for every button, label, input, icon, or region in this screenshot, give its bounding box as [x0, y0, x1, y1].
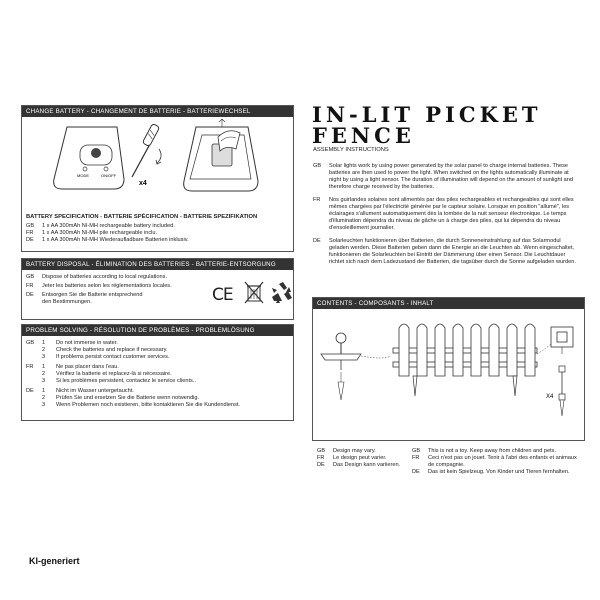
assembly-subtitle: ASSEMBLY INSTRUCTIONS [313, 147, 389, 153]
solar-panel-icon [551, 327, 573, 354]
disposal-row: GB Dispose of batteries according to local regulations. [26, 274, 167, 280]
note-row: DE Das ist kein Spielzeug. Von Kinder und Tieren fernhalten. [412, 469, 570, 475]
title-line-1: IN-LIT PICKET [312, 102, 542, 127]
solar-lamp-icon [321, 333, 361, 400]
description-paragraph: DE Solarleuchten funktionieren über Batterien, die durch Sonneneinstrahlung auf das Solarmodul geladen werden. Diese Batterien geben dann die Energie an die Leuchten ab. Wenn eingeschaltet, funktionieren die Solarleuchten bei Eintritt der Dämmerung über einen Sensor. Die Leuchtdauer richtet sich nach dem Ladezustand der Batterien, die tagsüber durch die Sonne aufgeladen wurden. [313, 238, 576, 265]
note-row: GB Design may vary. [317, 448, 376, 454]
description-paragraph: GB Solar lights work by using power generated by the solar panel to charge internal batteries. These batteries are then used to power the light. When switched on the lights automatically illuminate at night by using a light sensor. The duration of illumination will depend on the amount of sunlight and therefore charge received by the batteries. [313, 163, 574, 190]
ce-mark-icon: CE [212, 285, 233, 305]
screwdriver-icon [132, 123, 161, 177]
note-row: DE Das Design kann variieren. [317, 462, 401, 468]
mode-label: MODE [77, 173, 89, 178]
note-row: FR Ceci n'est pas un jouet. Tenir à l'abri des enfants et animaux de compagnie. [412, 455, 577, 468]
crossed-bin-icon [244, 281, 264, 305]
problem-row: DE 1 Nicht im Wasser untergetaucht. [26, 388, 134, 394]
problem-solving-header: PROBLEM SOLVING - RÉSOLUTION DE PROBLÈMES - PROBLEMLÖSUNG [22, 325, 293, 336]
note-row: FR Le design peut varier. [317, 455, 387, 461]
problem-row: 2 Prüfen Sie und ersetzen Sie die Batterie wenn notwendig. [42, 395, 200, 401]
contents-notes-right [412, 448, 584, 476]
contents-panel [312, 297, 585, 441]
recycle-icon [270, 281, 296, 305]
contents-notes-left [317, 448, 412, 469]
problem-row: 3 Si les problèmes persistent, contactez le service clients.. [42, 378, 196, 384]
change-battery-header: CHANGE BATTERY - CHANGEMENT DE BATTERIE - BATTERIEWECHSEL [22, 106, 293, 117]
disposal-row: den Bestimmungen. [42, 299, 92, 305]
battery-spec-header: BATTERY SPECIFICATION - BATTERIE SPÉCIFICATION - BATTERIE SPEZIFIKATION [26, 214, 258, 220]
ai-generated-label: KI-generiert [29, 556, 80, 566]
change-battery-panel [21, 105, 294, 252]
battery-change-illustration [22, 119, 293, 209]
battery-spec-list [26, 223, 288, 244]
light-sensor-icon [91, 148, 101, 158]
note-row: GB This is not a toy. Keep away from children and pets. [412, 448, 556, 454]
disposal-list [26, 274, 196, 306]
description-paragraph: FR Nos guirlandes solaires sont alimentés par des piles rechargeables et rechangeables qui sont elles mêmes chargées par l'électricité générée par le capteur solaire. Lorsque en position "allumé", les éclairages s'allument automatiquement dès la tombée de la nuit senseur électronique. Le temps d'illumination dépendra du niveau de gâche un à charge des piles, qui lui dépendra du niveau d'ensoleillement journalier. [313, 197, 574, 231]
product-description [313, 163, 581, 266]
disposal-row: DE Entsorgen Sie die Batterie entsprechend [26, 292, 143, 298]
problem-row: 3 Wenn Problemen noch existieren, bitte kontaktieren Sie die Kundendienst. [42, 402, 240, 408]
spec-row: DE 1 x AA 300mAh NI-MH Wiederaufladbare Batterien inklusiv. [26, 237, 189, 243]
battery-disposal-panel [21, 258, 294, 320]
screw-count: x4 [139, 180, 147, 187]
problem-solving-list [26, 340, 290, 409]
problem-row: 3 If problems persist contact customer services. [42, 354, 170, 360]
problem-row: 2 Check the batteries and replace if necessary. [42, 347, 168, 353]
picket-fence-icon [393, 324, 537, 376]
problem-row: FR 1 Ne pas placer dans l'eau. [26, 364, 119, 370]
disposal-row: FR Jeter les batteries selon les réglementations locales. [26, 283, 172, 289]
problem-row: 2 Vérifiez la batterie et replacez-là si nécessaire. [42, 371, 172, 377]
product-title [312, 104, 592, 146]
spec-row: FR 1 x AA 300mAh NI-MH pile rechargeable inclu. [26, 230, 158, 236]
onoff-label: ON/OFF [101, 173, 117, 178]
ground-stake-icon [559, 366, 565, 416]
battery-disposal-header: BATTERY DISPOSAL - ÉLIMINATION DES BATTERIES - BATTERIE-ENTSORGUNG [22, 259, 293, 270]
title-line-2: FENCE [312, 123, 415, 148]
stake-count: X4 [546, 394, 554, 400]
contents-header: CONTENTS - COMPOSANTS - INHALT [313, 298, 584, 309]
fence-contents-illustration [313, 310, 584, 438]
problem-row: GB 1 Do not immerse in water. [26, 340, 118, 346]
problem-solving-panel [21, 324, 294, 421]
spec-row: GB 1 x AA 300mAh NI-MH rechargeable battery included. [26, 223, 175, 229]
